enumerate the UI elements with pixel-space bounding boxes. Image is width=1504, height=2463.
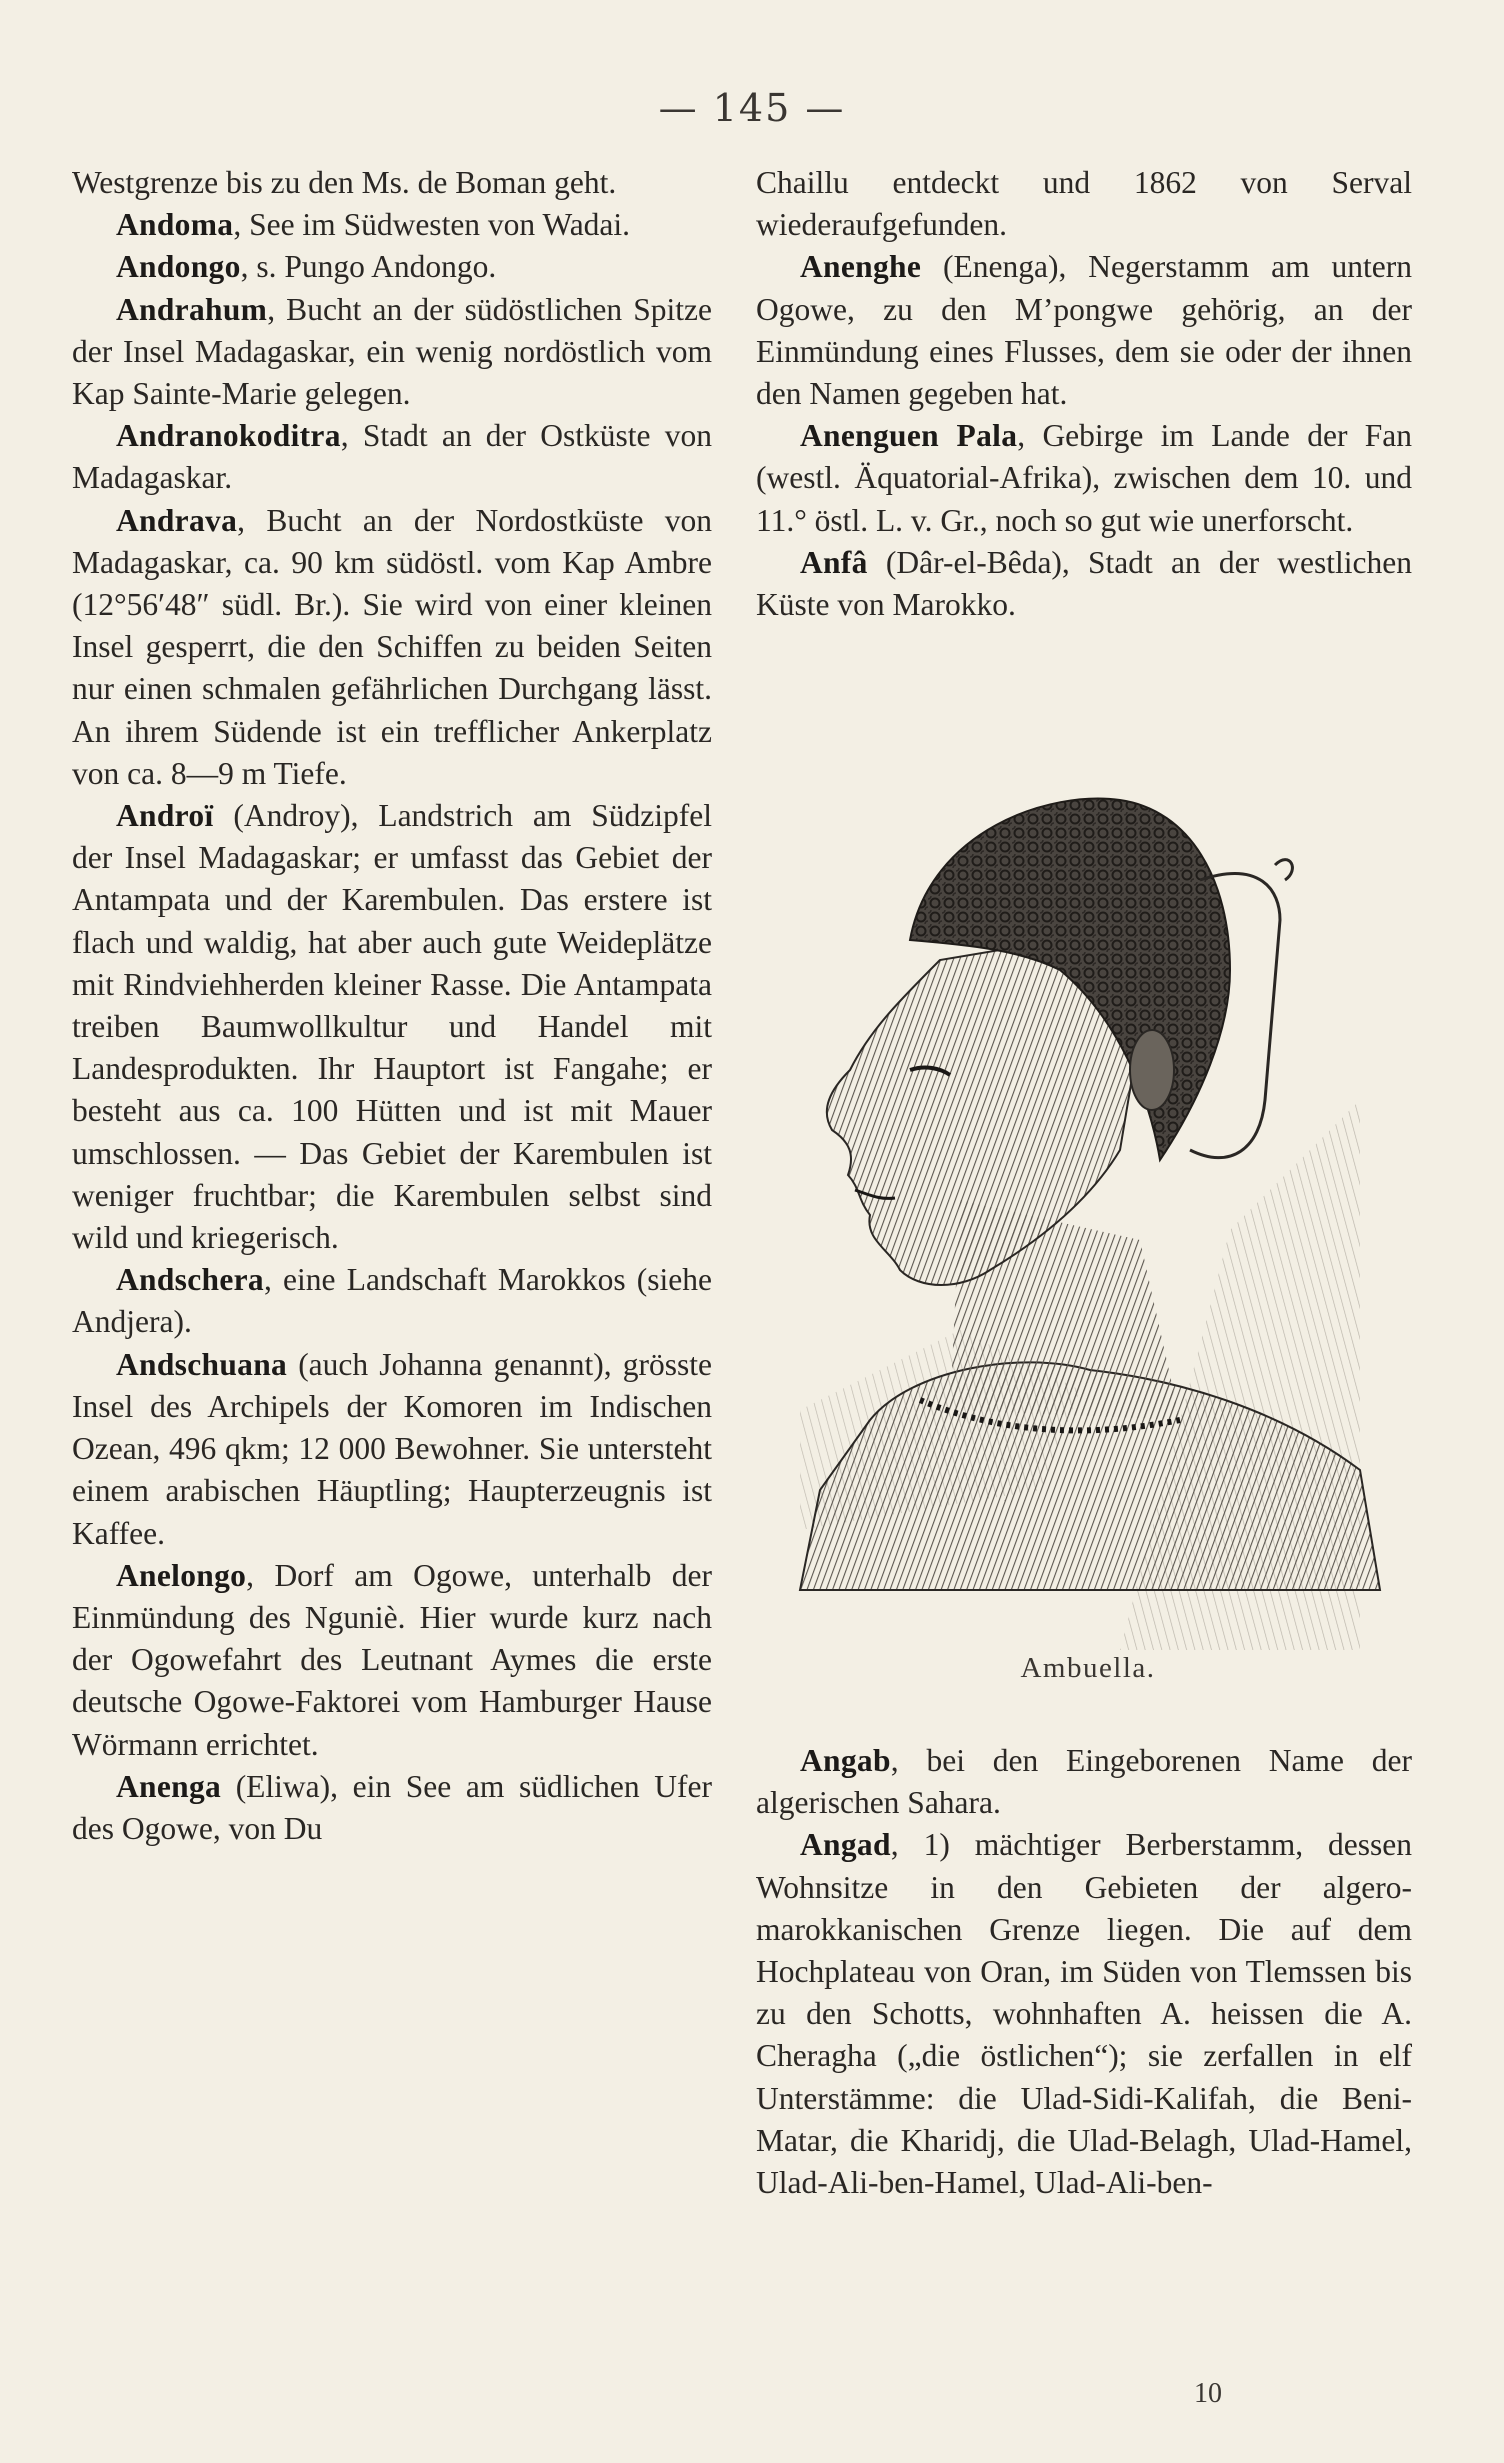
headword: Angab bbox=[800, 1743, 891, 1778]
entry-andrava: Andrava, Bucht an der Nordostküste von Madagaskar, ca. 90 km südöstl. vom Kap Ambre (12°56′48″ südl. Br.). Sie wird von einer kleinen Insel gesperrt, die den Schiffen zu beiden Seiten nur einen schmalen gefährlichen Durchgang lässt. An ihrem Südende ist ein trefflicher Ankerplatz von ca. 8—9 m Tiefe. bbox=[72, 502, 712, 791]
page-number: — 145 — bbox=[658, 86, 846, 130]
entry-andongo: Andongo, s. Pungo Andongo. bbox=[116, 249, 497, 285]
headword: Androï bbox=[116, 798, 214, 834]
entry-anenghe: Anenghe (Enenga), Negerstamm am untern Ogowe, zu den M’pongwe gehörig, an der Einmündung eines Flusses, dem sie oder der ihnen den Namen gegeben hat. bbox=[756, 249, 1412, 412]
headword: Anenguen Pala bbox=[800, 418, 1018, 454]
left-column bbox=[72, 162, 712, 1850]
engraving-illustration bbox=[760, 770, 1416, 1680]
headword: Andschera bbox=[116, 1262, 264, 1298]
entry-andranokoditra: Andranokoditra, Stadt an der Ostküste von Madagaskar. bbox=[72, 418, 712, 496]
headword: Andongo bbox=[116, 249, 241, 285]
entry-andschera: Andschera, eine Landschaft Marokkos (siehe Andjera). bbox=[72, 1262, 712, 1340]
figure-caption: Ambuella. bbox=[1020, 1652, 1156, 1684]
signature-mark: 10 bbox=[1194, 2378, 1222, 2409]
entry-continuation: Chaillu entdeckt und 1862 von Serval wiederaufgefunden. bbox=[756, 165, 1412, 243]
entry-anelongo: Anelongo, Dorf am Ogowe, unterhalb der Einmündung des Nguniè. Hier wurde kurz nach der Ogowefahrt des Leutnant Aymes die erste deutsche Ogowe-Faktorei vom Hamburger Hause Wörmann errichtet. bbox=[72, 1557, 712, 1762]
entry-anenguen-pala: Anenguen Pala, Gebirge im Lande der Fan (westl. Äquatorial-Afrika), zwischen dem 10. und 11.° östl. L. v. Gr., noch so gut wie unerforscht. bbox=[756, 418, 1412, 538]
right-column-bottom bbox=[756, 1740, 1412, 2204]
entry-andschuana: Andschuana (auch Johanna genannt), grösste Insel des Archipels der Komoren im Indischen Ozean, 496 qkm; 12 000 Bewohner. Sie untersteht einem arabischen Häuptling; Haupterzeugnis ist Kaffee. bbox=[72, 1346, 712, 1551]
ear bbox=[1130, 1030, 1174, 1110]
headword: Anenghe bbox=[800, 249, 922, 285]
entry-androi: Androï (Androy), Landstrich am Südzipfel der Insel Madagaskar; er umfasst das Gebiet der Antampata und der Karembulen. Das erstere ist flach und waldig, hat aber auch gute Weideplätze mit Rindviehherden kleiner Rasse. Die Antampata treiben Baumwollkultur und Handel mit Landesprodukten. Ihr Hauptort ist Fangahe; er besteht aus ca. 100 Hütten und ist mit Mauer umschlossen. — Das Gebiet der Karembulen ist weniger fruchtbar; die Karembulen selbst sind wild und kriegerisch. bbox=[72, 798, 712, 1256]
entry-anenga: Anenga (Eliwa), ein See am südlichen Ufer des Ogowe, von Du bbox=[72, 1768, 712, 1846]
headword: Andrava bbox=[116, 502, 238, 538]
headword: Anelongo bbox=[116, 1557, 247, 1593]
headword: Anfâ bbox=[800, 544, 868, 580]
headword: Andoma bbox=[116, 207, 234, 243]
headword: Angad bbox=[800, 1827, 891, 1863]
entry-andoma: Andoma, See im Südwesten von Wadai. bbox=[116, 207, 631, 243]
right-column-top bbox=[756, 162, 1412, 626]
entry-continuation: Westgrenze bis zu den Ms. de Boman geht. bbox=[72, 165, 617, 200]
entry-andrahum: Andrahum, Bucht an der südöstlichen Spitze der Insel Madagaskar, ein wenig nordöstlich vom Kap Sainte-Marie gelegen. bbox=[72, 291, 712, 412]
headword: Andranokoditra bbox=[116, 418, 341, 454]
entry-angad: Angad, 1) mächtiger Berberstamm, dessen Wohnsitze in den Gebieten der algero-marokkanischen Grenze liegen. Die auf dem Hochplateau von Oran, im Süden von Tlemssen bis zu den Schotts, wohnhaften A. heissen die A. Cheragha („die östlichen“); sie zerfallen in elf Unterstämme: die Ulad-Sidi-Kalifah, die Beni-Matar, die Kharidj, die Ulad-Belagh, Ulad-Hamel, Ulad-Ali-ben-Hamel, Ulad-Ali-ben- bbox=[756, 1827, 1412, 2201]
entry-angab: Angab, bei den Eingeborenen Name der algerischen Sahara. bbox=[756, 1743, 1412, 1821]
headword: Anenga bbox=[116, 1768, 222, 1804]
headword: Andschuana bbox=[116, 1346, 288, 1382]
headword: Andrahum bbox=[116, 291, 268, 327]
entry-anfa: Anfâ (Dâr-el-Bêda), Stadt an der westlichen Küste von Marokko. bbox=[756, 544, 1412, 623]
